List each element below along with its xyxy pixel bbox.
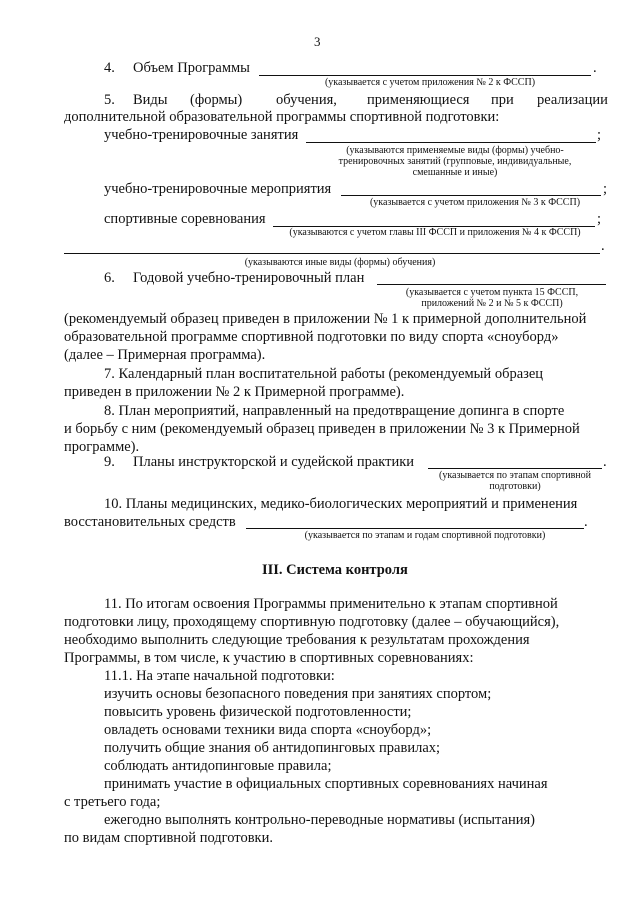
subsection-11-1: 11.1. На этапе начальной подготовки: (104, 668, 335, 684)
other-forms-note: (указываются иные виды (формы) обучения) (244, 257, 436, 268)
item-9-blank-line (428, 468, 602, 469)
item-5-word: обучения, (276, 92, 337, 108)
item-8-line-3: программе). (64, 439, 140, 455)
item-6-note-1: (указывается с учетом пункта 15 ФССП, (405, 287, 579, 298)
requirement-item: соблюдать антидопинговые правила; (104, 758, 332, 774)
item-5-word: при (491, 92, 514, 108)
other-forms-end: . (601, 238, 605, 254)
training-sessions-end: ; (597, 127, 602, 143)
item-10-end: . (584, 514, 588, 530)
item-10-blank-line (246, 528, 584, 529)
item-10-line-1: 10. Планы медицинских, медико-биологических мероприятий и применения (104, 496, 578, 512)
item-9-number: 9. (104, 454, 115, 470)
item-5-line-2: дополнительной образовательной программы спортивной подготовки: (64, 109, 500, 125)
item-4-label: Объем Программы (133, 60, 250, 76)
item-7-line-2: приведен в приложении № 2 к Примерной программе). (64, 384, 405, 400)
item-7-line-1: 7. Календарный план воспитательной работы (рекомендуемый образец (104, 366, 544, 382)
item-5-word: Виды (133, 92, 168, 108)
item-8-line-2: и борьбу с ним (рекомендуемый образец приведен в приложении № 3 к Примерной (64, 421, 580, 437)
item-4-blank-line (259, 75, 591, 76)
paragraph-11-line: 11. По итогам освоения Программы применительно к этапам спортивной (104, 596, 558, 612)
training-events-end: ; (603, 181, 608, 197)
item-5-word: реализации (537, 92, 608, 108)
section-heading: III. Система контроля (262, 562, 408, 578)
item-6-number: 6. (104, 270, 115, 286)
training-events-note: (указывается с учетом приложения № 3 к ФССП) (369, 197, 581, 208)
requirement-item-continuation: с третьего года; (64, 794, 161, 810)
competitions-label: спортивные соревнования (104, 211, 266, 227)
item-9-end: . (603, 454, 607, 470)
item-8-line-1: 8. План мероприятий, направленный на предотвращение допинга в спорте (104, 403, 565, 419)
item-6-note-2: приложений № 2 и № 5 к ФССП) (421, 298, 563, 309)
training-sessions-note-1: (указываются применяемые виды (формы) учебно- (346, 145, 564, 156)
item-4-number: 4. (104, 60, 115, 76)
item-6-continuation: (далее – Примерная программа). (64, 347, 266, 363)
item-6-label: Годовой учебно-тренировочный план (133, 270, 365, 286)
item-9-label: Планы инструкторской и судейской практики (133, 454, 415, 470)
training-sessions-blank-line (306, 142, 596, 143)
requirement-item: овладеть основами техники вида спорта «сноуборд»; (104, 722, 432, 738)
training-events-label: учебно-тренировочные мероприятия (104, 181, 332, 197)
competitions-end: ; (597, 211, 602, 227)
item-5-word: (формы) (190, 92, 243, 108)
item-6-blank-line (377, 284, 606, 285)
requirement-item: получить общие знания об антидопинговых правилах; (104, 740, 441, 756)
requirement-item: ежегодно выполнять контрольно-переводные нормативы (испытания) (104, 812, 535, 828)
paragraph-11-line: необходимо выполнить следующие требования к результатам прохождения (64, 632, 530, 648)
training-sessions-note-2: тренировочных занятий (групповые, индивидуальные, (338, 156, 572, 167)
training-sessions-label: учебно-тренировочные занятия (104, 127, 299, 143)
item-10-line-2: восстановительных средств (64, 514, 236, 530)
training-events-blank-line (341, 195, 601, 196)
competitions-note: (указываются с учетом главы III ФССП и приложения № 4 к ФССП) (289, 227, 581, 238)
paragraph-11-line: подготовки лицу, проходящему спортивную подготовку (далее – обучающийся), (64, 614, 560, 630)
item-9-note-1: (указывается по этапам спортивной (438, 470, 591, 481)
requirement-item: изучить основы безопасного поведения при занятиях спортом; (104, 686, 492, 702)
page-number: 3 (314, 34, 321, 49)
item-4-note: (указывается с учетом приложения № 2 к ФССП) (324, 77, 536, 88)
item-10-note: (указывается по этапам и годам спортивной подготовки) (304, 530, 546, 541)
item-4-end: . (593, 60, 597, 76)
requirement-item-continuation: по видам спортивной подготовки. (64, 830, 273, 846)
paragraph-11-line: Программы, в том числе, к участию в спортивных соревнованиях: (64, 650, 474, 666)
item-6-continuation: образовательной программе спортивной подготовки по виду спорта «сноуборд» (64, 329, 559, 345)
item-5-number: 5. (104, 92, 115, 108)
requirement-item: принимать участие в официальных спортивных соревнованиях начиная (104, 776, 548, 792)
item-9-note-2: подготовки) (489, 481, 541, 492)
requirement-item: повысить уровень физической подготовленности; (104, 704, 412, 720)
item-5-word: применяющиеся (367, 92, 470, 108)
training-sessions-note-3: смешанные и иные) (412, 167, 498, 178)
other-forms-blank-line (64, 253, 600, 254)
item-6-continuation: (рекомендуемый образец приведен в приложении № 1 к примерной дополнительной (64, 311, 587, 327)
